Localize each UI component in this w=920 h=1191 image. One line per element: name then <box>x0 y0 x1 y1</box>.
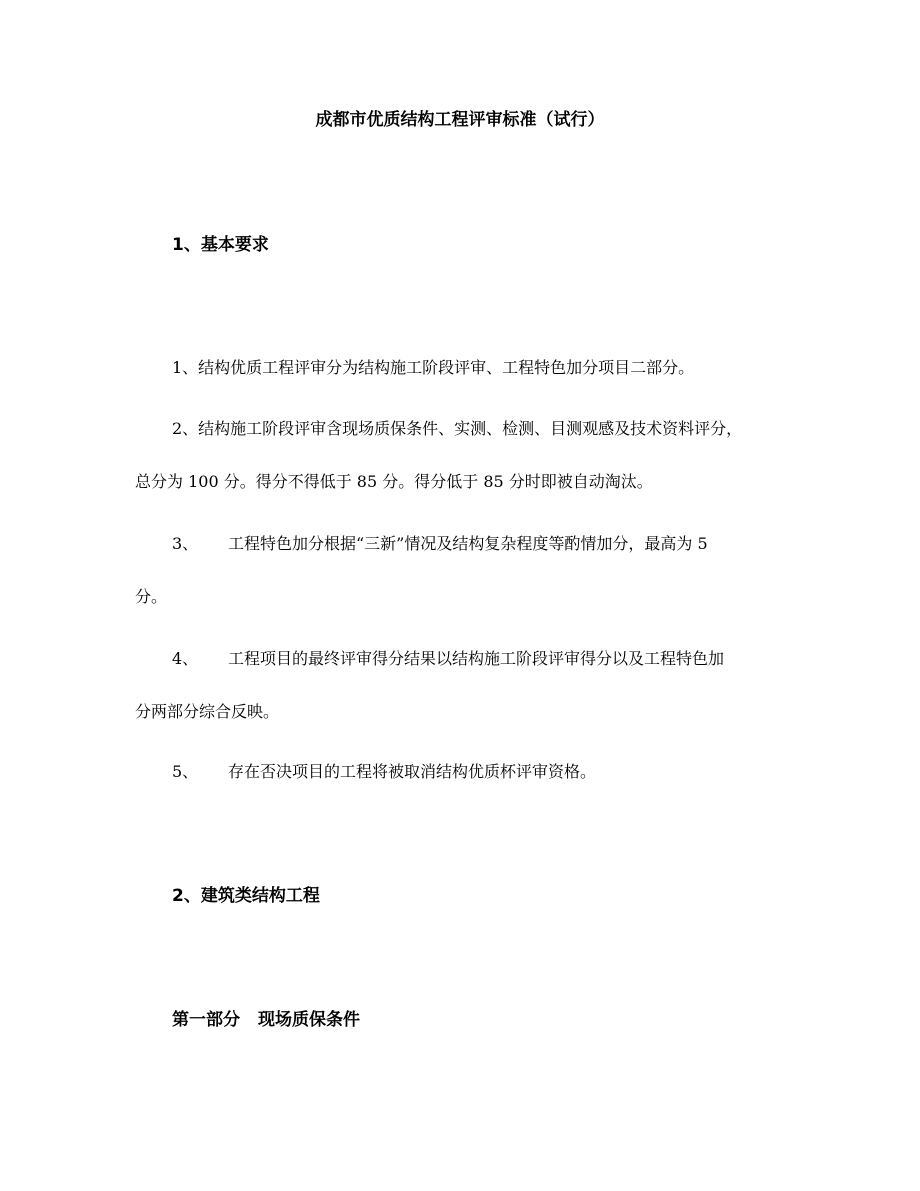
section-heading-building-structure: 2、建筑类结构工程 <box>172 886 320 906</box>
part-label: 第一部分 <box>172 1010 240 1030</box>
item-4-text-line2: 分两部分综合反映。 <box>135 702 280 721</box>
section-heading-basic-requirements: 1、基本要求 <box>172 235 269 255</box>
item-1-text: 1、结构优质工程评审分为结构施工阶段评审、工程特色加分项目二部分。 <box>172 358 695 377</box>
item-5-text-line1: 存在否决项目的工程将被取消结构优质杯评审资格。 <box>228 762 597 781</box>
item-3-number: 3、 <box>172 534 199 553</box>
part-heading <box>172 1008 360 1032</box>
part-title: 现场质保条件 <box>258 1010 360 1030</box>
item-4-text-line1: 工程项目的最终评审得分结果以结构施工阶段评审得分以及工程特色加 <box>228 649 725 668</box>
document-title: 成都市优质结构工程评审标准（试行） <box>315 110 605 130</box>
item-2-text-line1: 2、结构施工阶段评审含现场质保条件、实测、检测、目测观感及技术资料评分， <box>172 419 743 438</box>
item-2-text-line2: 总分为 100 分。得分不得低于 85 分。得分低于 85 分时即被自动淘汰。 <box>135 472 653 491</box>
item-5-number: 5、 <box>172 762 199 781</box>
item-3-text-line1: 工程特色加分根据“三新”情况及结构复杂程度等酌情加分，最高为 5 <box>228 534 708 553</box>
item-4-number: 4、 <box>172 649 199 668</box>
item-3-text-line2: 分。 <box>135 587 168 606</box>
